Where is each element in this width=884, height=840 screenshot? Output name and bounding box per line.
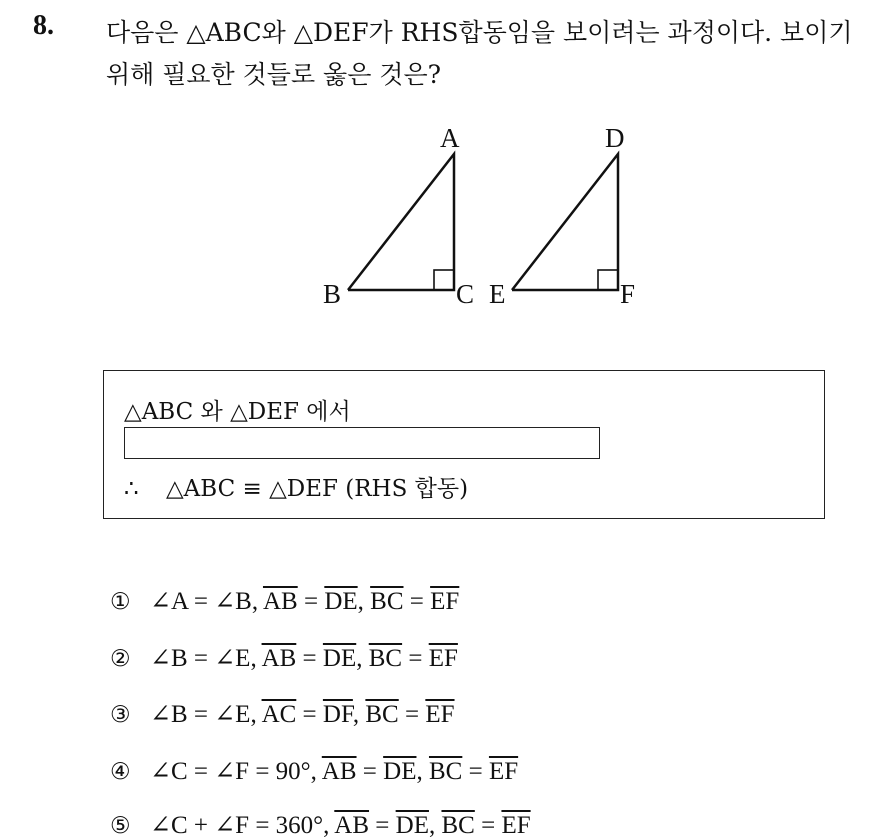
segment: $\overline{DE}$ (383, 758, 417, 785)
question-number: 8. (33, 10, 54, 41)
choice-5[interactable] (110, 810, 531, 840)
equals: = (369, 812, 396, 839)
choice-condition: ∠B = ∠E, (150, 645, 262, 672)
label-d: D (605, 123, 625, 153)
right-angle-marker-f (598, 270, 618, 290)
segment: $\overline{BC}$ (428, 758, 463, 785)
choice-4[interactable] (110, 756, 518, 786)
segment: $\overline{AB}$ (261, 645, 297, 672)
choice-2[interactable] (110, 643, 458, 673)
segment: $\overline{DE}$ (324, 588, 358, 615)
equals: = (296, 701, 323, 728)
segment: $\overline{EF}$ (428, 645, 458, 672)
label-c: C (456, 279, 475, 309)
proof-blank (124, 427, 600, 459)
choice-condition: ∠C = ∠F = 90°, (150, 758, 322, 785)
question-line-1: 다음은 △ABC와 △DEF가 RHS합동임을 보이려는 과정이다. 보이기 (106, 18, 853, 47)
separator: , (356, 645, 369, 672)
segment: $\overline{EF}$ (488, 758, 519, 785)
equals: = (402, 645, 429, 672)
label-a: A (440, 123, 460, 153)
choice-number: ④ (110, 759, 131, 785)
segment: $\overline{DF}$ (322, 701, 353, 728)
equals: = (403, 588, 431, 615)
segment: $\overline{EF}$ (430, 588, 460, 615)
segment: $\overline{BC}$ (368, 645, 403, 672)
segment: $\overline{EF}$ (501, 812, 531, 839)
choice-number: ① (110, 589, 131, 615)
segment: $\overline{AC}$ (261, 701, 297, 728)
segment: $\overline{AB}$ (262, 588, 298, 615)
therefore-symbol: ∴ (124, 476, 139, 502)
segment: $\overline{AB}$ (334, 812, 370, 839)
proof-intro: △ABC 와 △DEF 에서 (124, 399, 351, 425)
equals: = (356, 758, 384, 785)
label-b: B (323, 279, 342, 309)
equals: = (296, 645, 323, 672)
equals: = (474, 812, 502, 839)
segment: $\overline{AB}$ (321, 758, 357, 785)
choice-number: ② (110, 646, 131, 672)
label-f: F (620, 279, 636, 309)
separator: , (416, 758, 429, 785)
choice-condition: ∠B = ∠E, (150, 701, 262, 728)
choice-1[interactable] (110, 586, 459, 616)
segment: $\overline{BC}$ (370, 588, 404, 615)
separator: , (357, 588, 371, 615)
choice-number: ③ (110, 702, 131, 728)
separator: , (352, 701, 366, 728)
triangle-def (489, 123, 635, 309)
label-e: E (489, 279, 506, 309)
equals: = (398, 701, 426, 728)
segment: $\overline{DE}$ (322, 645, 357, 672)
triangle-abc (323, 123, 474, 309)
segment: $\overline{EF}$ (425, 701, 455, 728)
equals: = (462, 758, 489, 785)
equals: = (297, 588, 325, 615)
choice-number: ⑤ (110, 813, 131, 839)
proof-conclusion (124, 470, 468, 503)
choice-3[interactable] (110, 699, 455, 729)
triangle-figure (0, 0, 884, 340)
segment: $\overline{DE}$ (395, 812, 429, 839)
choice-condition: ∠A = ∠B, (150, 588, 263, 615)
question-line-2: 위해 필요한 것들로 옳은 것은? (106, 60, 441, 89)
choice-condition: ∠C + ∠F = 360°, (150, 812, 335, 839)
separator: , (428, 812, 442, 839)
segment: $\overline{BC}$ (365, 701, 399, 728)
right-angle-marker-c (434, 270, 454, 290)
segment: $\overline{BC}$ (441, 812, 475, 839)
conclusion-text: △ABC ≡ △DEF (RHS 합동) (165, 476, 469, 502)
proof-box (103, 370, 825, 519)
